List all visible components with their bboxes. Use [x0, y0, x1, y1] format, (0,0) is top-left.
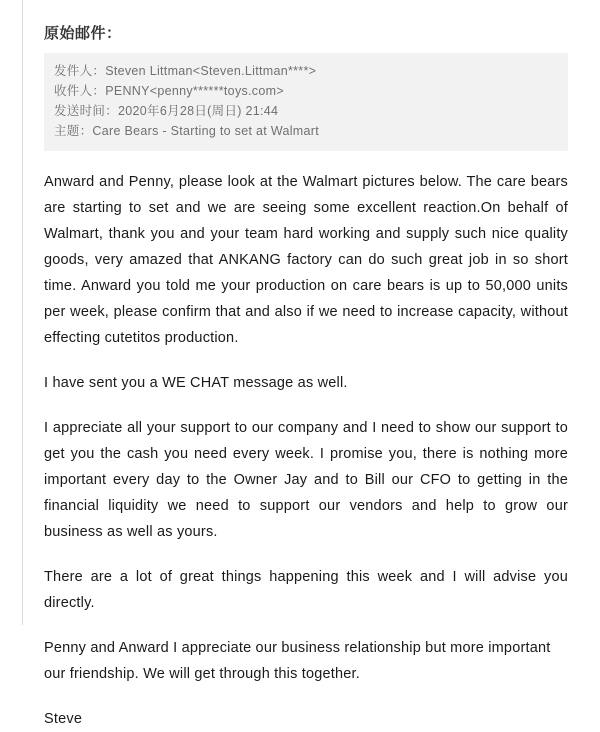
- email-body: [44, 169, 568, 732]
- date-value: 2020年6月28日(周日) 21:44: [118, 104, 279, 118]
- header-row-from: [54, 61, 558, 81]
- original-mail-heading: 原始邮件：: [44, 25, 122, 42]
- body-paragraph-5: Penny and Anward I appreciate our business relationship but more important our friendship. We will get through this together.: [44, 640, 551, 682]
- left-margin-rule: [22, 0, 23, 631]
- from-label: 发件人：: [54, 64, 106, 78]
- body-paragraph-2: I have sent you a WE CHAT message as well.: [44, 375, 348, 391]
- page-bottom-edge: [0, 625, 600, 631]
- body-paragraph-1: Anward and Penny, please look at the Walmart pictures below. The care bears are starting to set and we are seeing some excellent reaction.On behalf of Walmart, thank you and your team hard working and supply such nice quality goods, very amazed that ANKANG factory can do such great job in so short time. Anward you told me your production on care bears is up to 50,000 units per week, please confirm that and also if we need to increase capacity, without effecting cutetitos production.: [44, 174, 568, 346]
- from-value: Steven Littman<Steven.Littman****>: [105, 64, 317, 78]
- body-paragraph-3: I appreciate all your support to our company and I need to show our support to get you the cash you need every week. I promise you, there is nothing more important every day to the Owner Jay and to Bill our CFO to getting in the financial liquidity we need to support our vendors and help to grow our business as well as yours.: [44, 420, 568, 540]
- header-row-date: [54, 101, 558, 121]
- email-signature: Steve: [44, 711, 83, 727]
- to-label: 收件人：: [54, 84, 106, 98]
- to-value: PENNY<penny******toys.com>: [105, 84, 284, 98]
- body-paragraph-4: There are a lot of great things happening this week and I will advise you directly.: [44, 569, 568, 611]
- header-row-to: [54, 81, 558, 101]
- date-label: 发送时间：: [54, 104, 119, 118]
- subject-value: Care Bears - Starting to set at Walmart: [92, 124, 319, 138]
- subject-label: 主题：: [54, 124, 93, 138]
- header-row-subject: [54, 121, 558, 141]
- email-header-block: [44, 53, 568, 151]
- email-content: [44, 0, 568, 732]
